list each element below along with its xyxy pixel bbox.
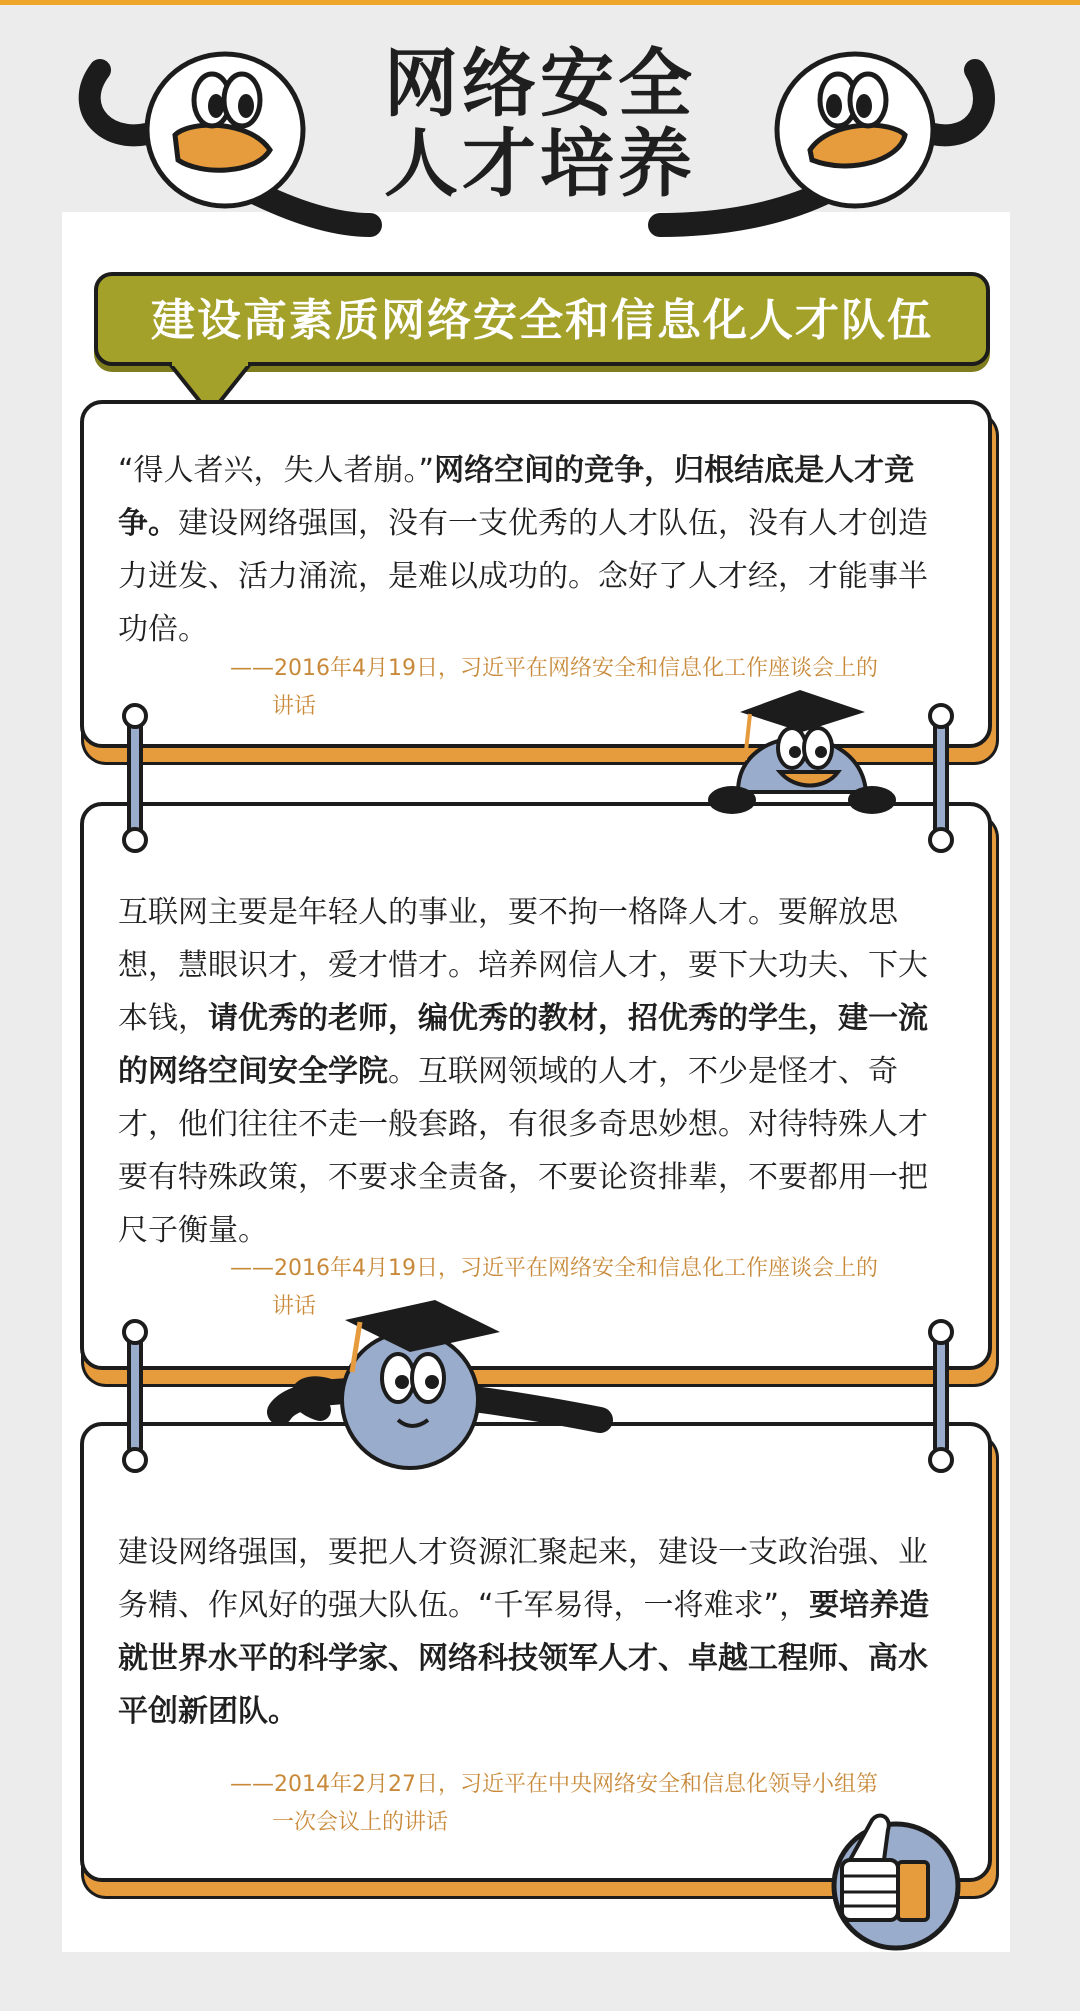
quote-text-1: “得人者兴，失人者崩。”网络空间的竞争，归根结底是人才竞争。建设网络强国，没有一支优秀的人才队伍，没有人才创造力迸发、活力涌流，是难以成功的。念好了人才经，才能事半功倍。 (118, 453, 928, 647)
quote-source-2: ——2016年4月19日，习近平在网络安全和信息化工作座谈会上的 讲话 (230, 1256, 878, 1319)
banner-title: 建设高素质网络安全和信息化人才队伍 (151, 295, 933, 346)
graduate-mascot-icon (708, 690, 896, 814)
quote-source-3: ——2014年2月27日，习近平在中央网络安全和信息化领导小组第 一次会议上的讲话 (230, 1772, 878, 1835)
page-title-line2: 人才培养 (384, 121, 696, 207)
quote-text-2: 互联网主要是年轻人的事业，要不拘一格降人才。要解放思想，慧眼识才，爱才惜才。培养网信人才，要下大功夫、下大本钱，请优秀的老师，编优秀的教材，招优秀的学生，建一流的网络空间安全学院。互联网领域的人才，不少是怪才、奇才，他们往往不走一般套路，有很多奇思妙想。对待特殊人才要有特殊政策，不要求全责备，不要论资排辈，不要都用一把尺子衡量。 (118, 895, 928, 1248)
hanging-ring-icon (124, 705, 952, 1471)
graduate-mascot-waving-icon (280, 1300, 600, 1468)
page-title-line1: 网络安全 (384, 41, 696, 127)
thumbs-up-badge-icon (834, 1815, 958, 1948)
quote-source-1: ——2016年4月19日，习近平在网络安全和信息化工作座谈会上的 讲话 (230, 656, 878, 719)
quote-text-3: 建设网络强国，要把人才资源汇聚起来，建设一支政治强、业务精、作风好的强大队伍。“千军易得，一将难求”，要培养造就世界水平的科学家、网络科技领军人才、卓越工程师、高水平创新团队。 (118, 1535, 930, 1729)
